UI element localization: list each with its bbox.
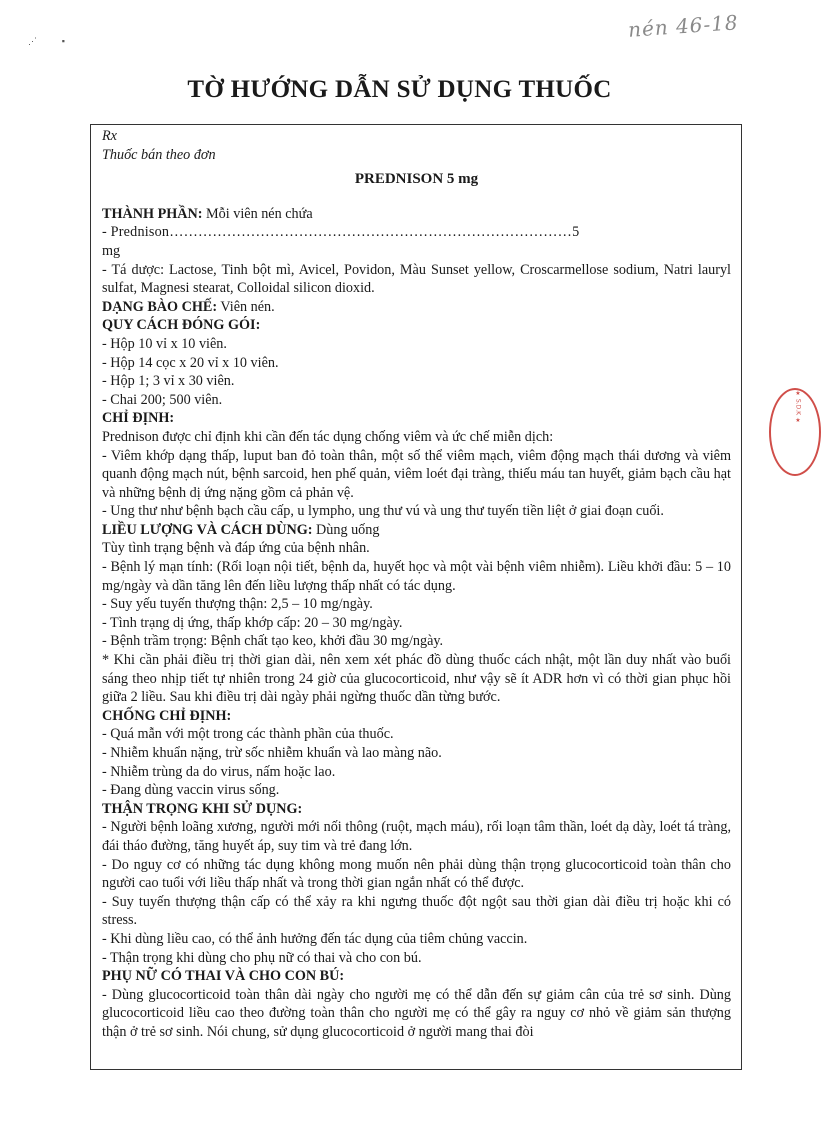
pack-item: - Chai 200; 500 viên. <box>102 391 223 408</box>
pack-item: - Hộp 1; 3 vỉ x 30 viên. <box>102 373 235 390</box>
document-frame <box>90 124 742 1070</box>
pack-item: - Hộp 14 cọc x 20 vỉ x 10 viên. <box>102 354 279 371</box>
dosage-item: - Suy yếu tuyến thượng thận: 2,5 – 10 mg/ngày. <box>102 596 373 613</box>
excipients: - Tá dược: Lactose, Tinh bột mì, Avicel, Povidon, Màu Sunset yellow, Croscarmellose sodium, Natri lauryl sulfat, Magnesi stearat, Colloidal silicon dioxid. <box>102 261 731 297</box>
rx-label: Rx <box>102 128 117 144</box>
product-name: PREDNISON 5 mg <box>354 171 479 188</box>
pack-heading: QUY CÁCH ĐÓNG GÓI: <box>102 317 261 334</box>
contraindication-item: - Đang dùng vaccin virus sống. <box>102 782 280 799</box>
pregnancy-text: - Dùng glucocorticoid toàn thân dài ngày cho người mẹ có thể dẫn đến sự giảm cân của trẻ sơ sinh. Dùng glucocorticoid liều cao theo đường toàn thân cho người mẹ có thể gây ra nguy cơ nhỏ về giảm sản thượng thận ở trẻ sơ sinh. Nói chung, sử dụng glucocorticoid ở người mang thai đòi <box>102 986 731 1040</box>
dosage-text: Dùng uống <box>312 521 380 538</box>
precaution-item: - Người bệnh loãng xương, người mới nối thông (ruột, mạch máu), rối loạn tâm thần, loét dạ dày, loét tá tràng, đái tháo đường, tăng huyết áp, suy tim và trẻ đang lớn. <box>102 819 731 854</box>
indication-item: - Ung thư như bệnh bạch cầu cấp, u lympho, ung thư vú và ung thư tuyến tiền liệt ở giai đoạn cuối. <box>102 503 664 520</box>
contraindication-item: - Nhiễm trùng da do virus, nấm hoặc lao. <box>102 763 336 780</box>
pack-item: - Hộp 10 vỉ x 10 viên. <box>102 335 227 352</box>
precaution-item: - Suy tuyến thượng thận cấp có thể xảy ra khi ngưng thuốc đột ngột sau thời gian dài điều trị hoặc khi có stress. <box>102 893 731 929</box>
indication-item: - Viêm khớp dạng thấp, luput ban đỏ toàn thân, một số thể viêm mạch, viêm động mạch thái dương và viêm quanh động mạch nút, bệnh sarcoid, hen phế quản, viêm loét đại tràng, thiếu máu tan huyết, giảm bạch cầu hạt và những bệnh dị ứng nặng gồm cả phản vệ. <box>102 447 731 501</box>
dosage-item: * Khi cần phải điều trị thời gian dài, nên xem xét phác đồ dùng thuốc cách nhật, một lần duy nhất vào buổi sáng theo nhịp tiết tự nhiên trong 24 giờ của glucocorticoid, như vậy sẽ ít ADR hơn vì có thời gian phục hồi giữa 2 liều. Sau khi điều trị dài ngày phải ngừng thuốc dần từng bước. <box>102 652 731 706</box>
scan-specks: ⋰ ▪ <box>28 36 65 46</box>
dosage-item: - Tình trạng dị ứng, thấp khớp cấp: 20 – 30 mg/ngày. <box>102 614 403 631</box>
precautions-heading: THẬN TRỌNG KHI SỬ DỤNG: <box>102 800 303 817</box>
form-heading: DẠNG BÀO CHẾ: <box>102 298 218 315</box>
rx-note: Thuốc bán theo đơn <box>102 146 216 163</box>
dosage-heading: LIỀU LƯỢNG VÀ CÁCH DÙNG: <box>102 521 313 538</box>
composition-text: Mỗi viên nén chứa <box>202 205 313 222</box>
contraindications-heading: CHỐNG CHỈ ĐỊNH: <box>102 707 232 724</box>
page-title: TỜ HƯỚNG DẪN SỬ DỤNG THUỐC <box>187 76 612 103</box>
composition-heading: THÀNH PHẦN: <box>102 205 203 222</box>
red-stamp-icon: ★ S.D.K ★ <box>769 388 821 476</box>
handwritten-note: nén 46-18 <box>627 10 740 42</box>
precaution-item: - Do nguy cơ có những tác dụng không mong muốn nên phải dùng thận trọng glucocorticoid toàn thân cho người cao tuổi với liều thấp nhất và trong thời gian ngắn nhất có thể được. <box>102 856 731 892</box>
indications-heading: CHỈ ĐỊNH: <box>102 410 175 427</box>
dosage-section <box>102 521 731 540</box>
precaution-item: - Khi dùng liều cao, có thể ảnh hưởng đến tác dụng của tiêm chủng vaccin. <box>102 930 528 947</box>
composition-unit: mg <box>102 242 121 259</box>
dosage-item: Tùy tình trạng bệnh và đáp ứng của bệnh nhân. <box>102 540 370 557</box>
contraindication-item: - Nhiễm khuẩn nặng, trừ sốc nhiễm khuẩn và lao màng não. <box>102 745 442 761</box>
form-text: Viên nén. <box>217 298 275 315</box>
composition-section <box>102 205 731 224</box>
precaution-item: - Thận trọng khi dùng cho phụ nữ có thai và cho con bú. <box>102 949 422 966</box>
composition-line: - Prednison…………………………………………………………………………5 <box>102 224 580 241</box>
dosage-item: - Bệnh trầm trọng: Bệnh chất tạo keo, khởi đầu 30 mg/ngày. <box>102 633 444 650</box>
contraindication-item: - Quá mẫn với một trong các thành phần của thuốc. <box>102 726 394 743</box>
form-section <box>102 298 731 317</box>
indications-intro: Prednison được chỉ định khi cần đến tác dụng chống viêm và ức chế miễn dịch: <box>102 428 554 445</box>
pregnancy-heading: PHỤ NỮ CÓ THAI VÀ CHO CON BÚ: <box>102 968 345 985</box>
dosage-item: - Bệnh lý mạn tính: (Rối loạn nội tiết, bệnh da, huyết học và một vài bệnh viêm nhiễm). Liều khởi đầu: 5 – 10 mg/ngày và dần tăng lên đến liều lượng thấp nhất có tác dụng. <box>102 559 731 594</box>
